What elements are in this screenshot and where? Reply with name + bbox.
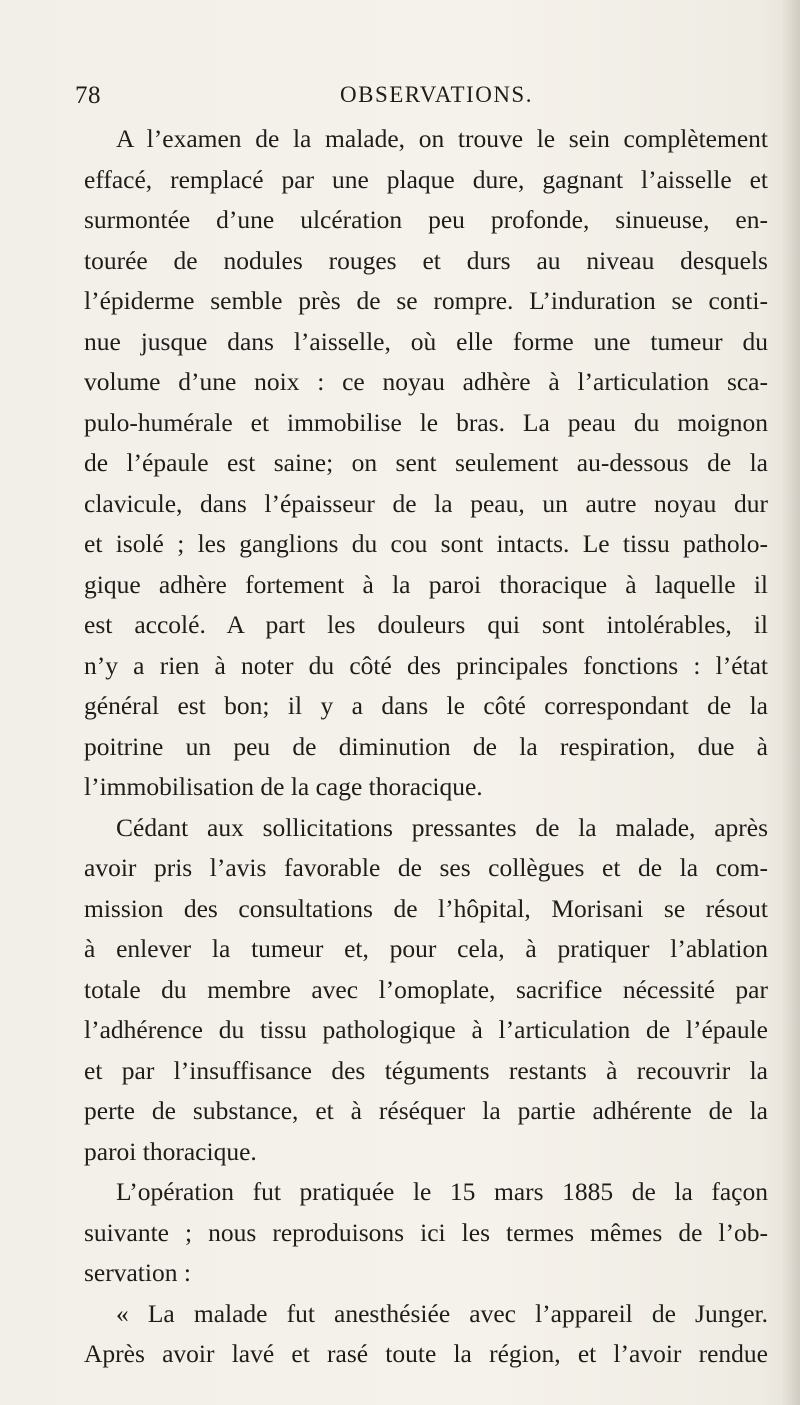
text-line: perte de substance, et à réséquer la partie adhérente de la [84,1096,768,1125]
text-line: clavicule, dans l’épaisseur de la peau, un autre noyau dur [84,488,768,518]
text-line: totale du membre avec l’omoplate, sacrifice nécessité par [84,974,768,1004]
text-line: est accolé. A part les douleurs qui sont intolérables, il [84,610,768,639]
text-line: l’adhérence du tissu pathologique à l’articulation de l’épaule [84,1015,768,1044]
text-line: gique adhère fortement à la paroi thoracique à laquelle il [84,569,768,599]
text-line: nue jusque dans l’aisselle, où elle forme une tumeur du [84,326,768,356]
text-line: et par l’insuffisance des téguments restants à recouvrir la [84,1055,768,1085]
text-line: général est bon; il y a dans le côté correspondant de la [84,691,768,720]
text-line: suivante ; nous reproduisons ici les termes mêmes de l’ob- [84,1217,768,1247]
text-line: l’épiderme semble près de se rompre. L’induration se conti- [84,286,768,315]
text-line: avoir pris l’avis favorable de ses collègues et de la com- [84,853,768,882]
page-number: 78 [75,82,101,109]
text-line: volume d’une noix : ce noyau adhère à l’articulation sca- [84,367,768,396]
body-text [84,119,768,1375]
text-line: pulo-humérale et immobilise le bras. La peau du moignon [84,407,768,437]
text-line: n’y a rien à noter du côté des principales fonctions : l’état [84,650,768,680]
text-line: surmontée d’une ulcération peu profonde, sinueuse, en- [84,205,768,234]
text-line: à enlever la tumeur et, pour cela, à pratiquer l’ablation [84,934,768,963]
text-line: L’opération fut pratiquée le 15 mars 1885 de la façon [116,1177,768,1206]
running-head-title: OBSERVATIONS. [340,82,533,107]
text-line: « La malade fut anesthésiée avec l’appareil de Junger. [116,1298,768,1328]
text-line: servation : [84,1258,191,1287]
text-line: mission des consultations de l’hôpital, Morisani se résout [84,893,768,923]
text-line: paroi thoracique. [84,1136,257,1166]
text-line: poitrine un peu de diminution de la respiration, due à [84,731,768,761]
text-line: Après avoir lavé et rasé toute la région, et l’avoir rendue [84,1339,768,1368]
running-head [75,82,765,122]
page-edge-shadow [782,0,800,1405]
text-line: effacé, remplacé par une plaque dure, gagnant l’aisselle et [84,164,768,194]
text-line: et isolé ; les ganglions du cou sont intacts. Le tissu patholo- [84,529,768,558]
text-line: de l’épaule est saine; on sent seulement au-dessous de la [84,448,768,477]
text-line: tourée de nodules rouges et durs au niveau desquels [84,245,768,275]
text-line: l’immobilisation de la cage thoracique. [84,772,483,801]
text-line: Cédant aux sollicitations pressantes de la malade, après [116,812,768,842]
text-line: A l’examen de la malade, on trouve le sein complètement [116,124,768,153]
